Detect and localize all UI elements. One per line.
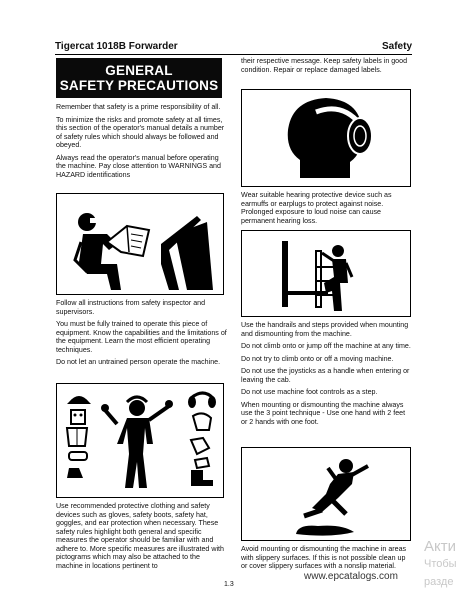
banner-line2: SAFETY PRECAUTIONS [59,78,219,93]
right-paragraph: When mounting or dismounting the machine always use the 3 point technique - Use one hand with 2 feet or 2 hands with one foot. [241,400,406,426]
right-paragraph: Do not climb onto or jump off the machine at any time. [241,342,411,350]
right-paragraph: Use the handrails and steps provided when mounting and dismounting from the machine. [241,321,409,338]
hearing-protection-pictogram [241,89,411,187]
right-paragraph: Avoid mounting or dismounting the machine in areas with slippery surfaces. If this is not possible clean up or cover slippery surfaces with a nonslip material. [241,545,407,570]
page-number: 1.3 [224,581,234,588]
banner-line1: GENERAL [105,63,173,78]
left-paragraph: Do not let an untrained person operate the machine. [56,358,221,366]
section-banner [56,58,222,98]
activation-overlay-line1: Акти [424,538,456,555]
slippery-surface-pictogram [241,447,411,541]
right-text-hearing [241,191,413,229]
left-paragraph: Use recommended protective clothing and safety devices such as gloves, safety boots, safety hat, goggles, and ear protection when necessary. These safety rules highlight both general and specific measures the operator should be familiar with and adhere to. More specific measures are illustrated with pictograms which may also be attached to the machine in locations pertinent to [56,502,224,570]
left-paragraph: To minimize the risks and promote safety at all times, this section of the operator's manual details a number of safety rules which should always be followed and obeyed. [56,115,225,149]
right-paragraph: their respective message. Keep safety labels in good condition. Repair or replace damaged labels. [241,57,408,74]
header-section: Safety [381,41,412,52]
right-paragraph: Do not use machine foot controls as a step. [241,388,378,396]
ear-protection-icon [242,90,410,186]
left-text-bottom [56,502,228,574]
activation-overlay-line3: разде [424,576,454,588]
header-title: Tigercat 1018B Forwarder [55,41,178,52]
slip-fall-icon [242,448,410,540]
left-paragraph: Always read the operator's manual before operating the machine. Pay close attention to WARNINGS and HAZARD identifications [56,153,221,179]
activation-overlay-line2: Чтобы [424,558,457,570]
right-paragraph: Do not use the joysticks as a handle when entering or leaving the cab. [241,367,410,384]
right-text-top [241,57,413,78]
watermark-url: www.epcatalogs.com [304,571,398,582]
handrail-pictogram [241,230,411,317]
right-paragraph: Wear suitable hearing protective device such as earmuffs or earplugs to protect against noise. Prolonged exposure to loud noise can cause permanent hearing loss. [241,191,392,225]
protective-gear-icon [57,384,223,497]
protective-equipment-pictogram [56,383,224,498]
left-text-top [56,103,228,183]
right-text-mounting [241,321,413,430]
climbing-handrail-icon [242,231,410,316]
operator-reading-icon [57,194,223,294]
left-text-mid [56,299,228,371]
reading-manual-pictogram [56,193,224,295]
header-rule [55,54,412,55]
left-paragraph: Follow all instructions from safety inspector and supervisors. [56,299,206,316]
right-paragraph: Do not try to climb onto or off a moving machine. [241,354,394,363]
left-paragraph: You must be fully trained to operate this piece of equipment. Know the capabilities and the limitations of the equipment. Learn the most efficient operating techniques. [56,320,227,354]
left-paragraph: Remember that safety is a prime responsibility of all. [56,103,221,111]
